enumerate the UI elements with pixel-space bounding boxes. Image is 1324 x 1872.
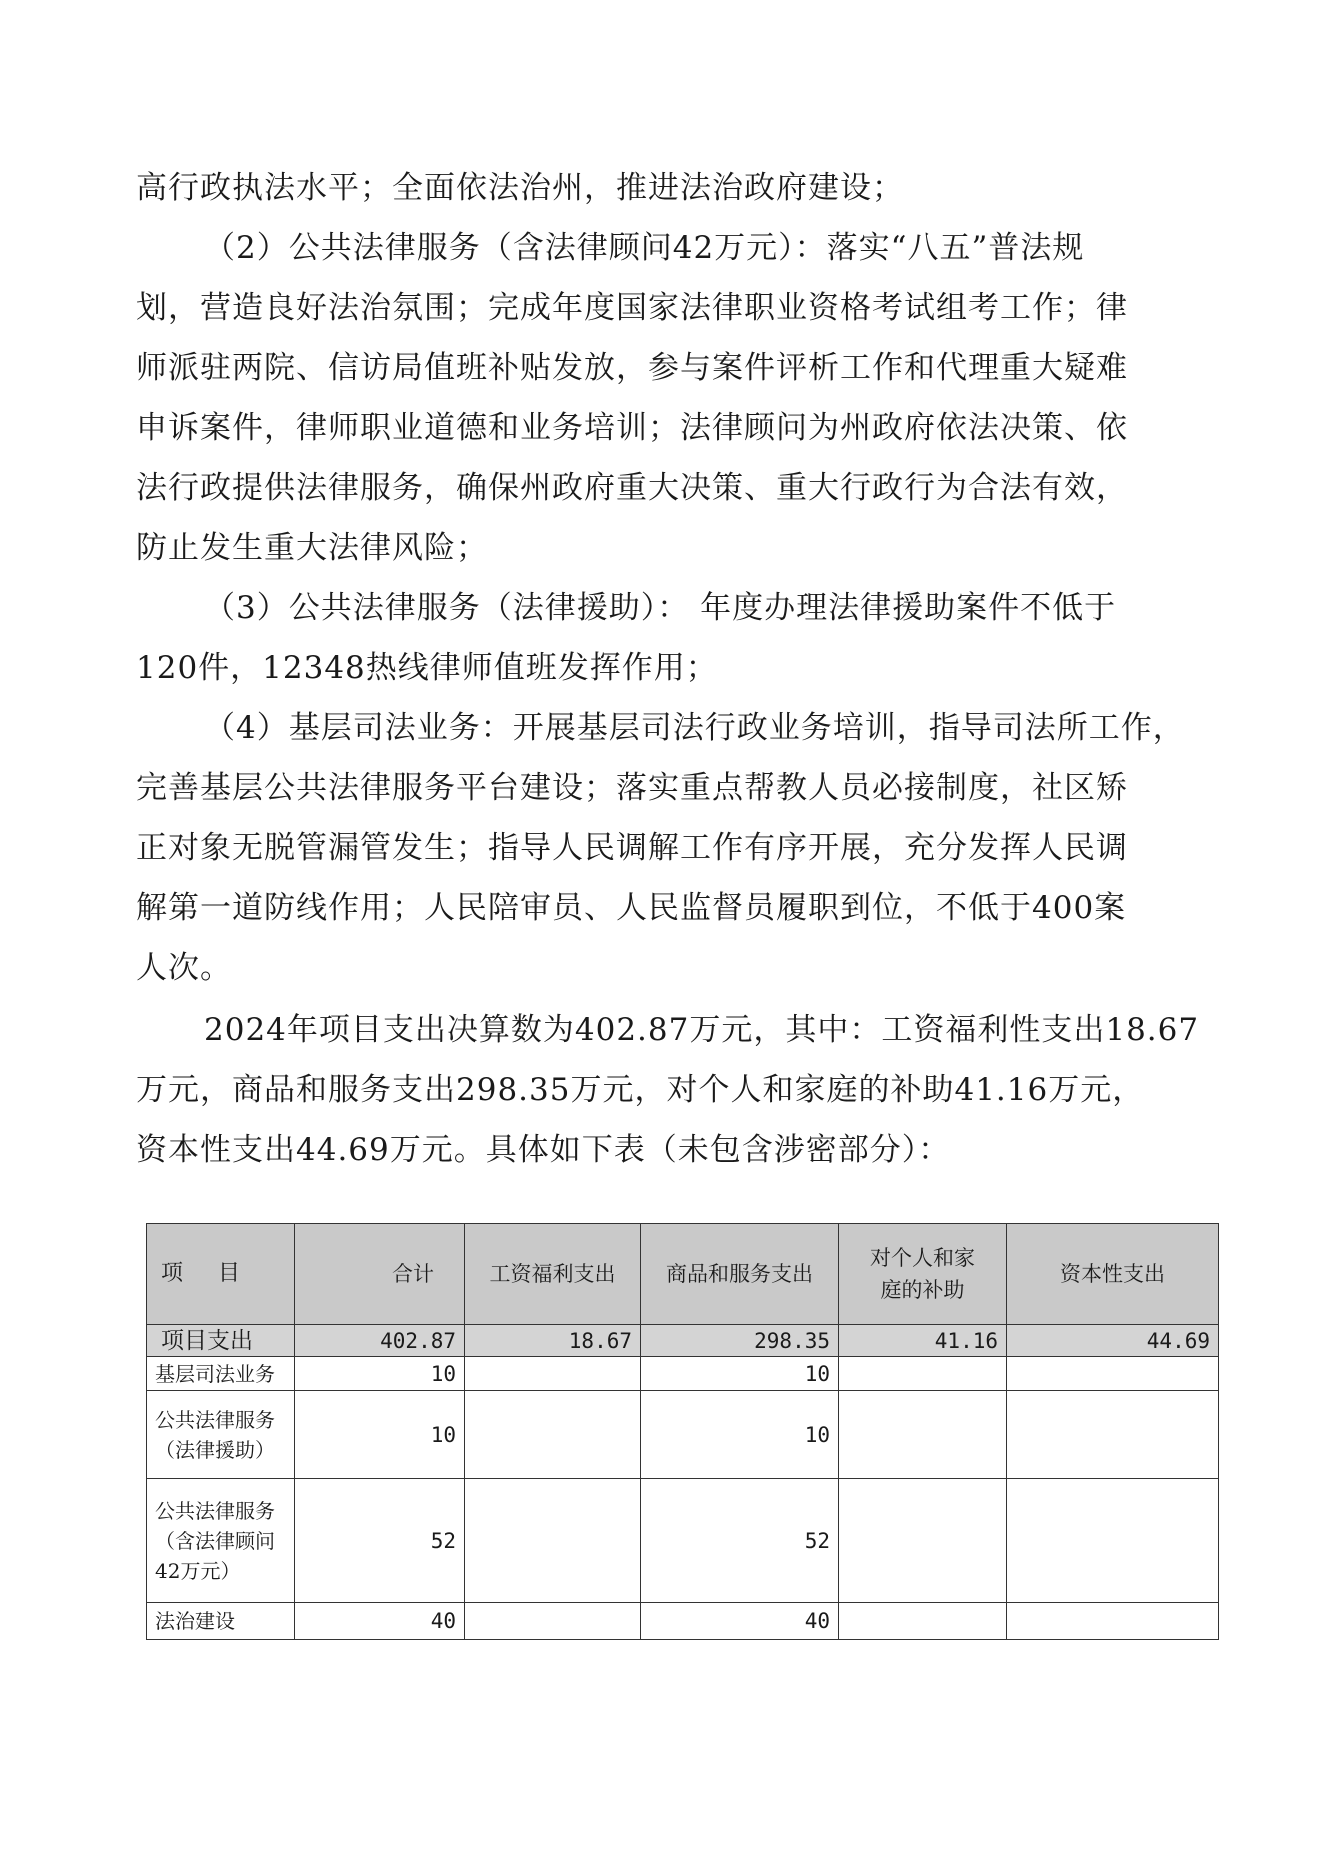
cell-capital — [1007, 1391, 1219, 1479]
header-subsidy — [839, 1224, 1007, 1325]
text-line: 高行政执法水平；全面依法治州，推进法治政府建设； — [136, 170, 904, 206]
cell-subsidy — [839, 1603, 1007, 1640]
header-subsidy-line: 庭的补助 — [880, 1278, 965, 1302]
cell-goods: 10 — [641, 1391, 839, 1479]
text-line: 划，营造良好法治氛围；完成年度国家法律职业资格考试组考工作；律 — [136, 290, 1128, 326]
cell-salary — [465, 1357, 641, 1391]
text-line: 2024年项目支出决算数为402.87万元，其中：工资福利性支出18.67 — [204, 1012, 1200, 1048]
table-row — [147, 1603, 1219, 1640]
header-salary: 工资福利支出 — [465, 1224, 641, 1325]
cell-subsidy — [839, 1357, 1007, 1391]
cell-total: 402.87 — [295, 1325, 465, 1357]
cell-goods: 40 — [641, 1603, 839, 1640]
cell-capital — [1007, 1603, 1219, 1640]
row-name-line: 42万元） — [155, 1558, 241, 1583]
table-header-row — [147, 1224, 1219, 1325]
table-row-total — [147, 1325, 1219, 1357]
cell-salary — [465, 1479, 641, 1603]
header-capital: 资本性支出 — [1007, 1224, 1219, 1325]
row-name: 项目支出 — [147, 1325, 295, 1357]
cell-salary — [465, 1603, 641, 1640]
text-line: 120件，12348热线律师值班发挥作用； — [136, 650, 718, 686]
text-line: 防止发生重大法律风险； — [136, 530, 488, 566]
header-goods-services: 商品和服务支出 — [641, 1224, 839, 1325]
cell-salary — [465, 1391, 641, 1479]
table-row — [147, 1479, 1219, 1603]
text-line: 正对象无脱管漏管发生；指导人民调解工作有序开展，充分发挥人民调 — [136, 830, 1128, 866]
paragraph-public-legal-service-counsel — [136, 218, 1194, 578]
table-row — [147, 1357, 1219, 1391]
cell-total: 40 — [295, 1603, 465, 1640]
cell-total: 10 — [295, 1391, 465, 1479]
text-line: 法行政提供法律服务，确保州政府重大决策、重大行政行为合法有效， — [136, 470, 1128, 506]
cell-goods: 52 — [641, 1479, 839, 1603]
row-name — [147, 1479, 295, 1603]
cell-subsidy — [839, 1479, 1007, 1603]
text-line: （4）基层司法业务：开展基层司法行政业务培训，指导司法所工作， — [204, 710, 1185, 746]
text-line: 万元，商品和服务支出298.35万元，对个人和家庭的补助41.16万元， — [136, 1072, 1145, 1108]
text-line: 师派驻两院、信访局值班补贴发放，参与案件评析工作和代理重大疑难 — [136, 350, 1128, 386]
cell-total: 52 — [295, 1479, 465, 1603]
text-line: （2）公共法律服务（含法律顾问42万元）：落实“八五”普法规 — [204, 230, 1085, 266]
table-row — [147, 1391, 1219, 1479]
text-line: 解第一道防线作用；人民陪审员、人民监督员履职到位，不低于400案 — [136, 890, 1127, 926]
text-line: （3）公共法律服务（法律援助）： 年度办理法律援助案件不低于 — [204, 590, 1117, 626]
cell-subsidy: 41.16 — [839, 1325, 1007, 1357]
text-line: 人次。 — [136, 950, 232, 986]
paragraph-expenditure-summary — [136, 1000, 1200, 1180]
paragraph-continuation — [136, 158, 1194, 218]
row-name-line: 公共法律服务 — [155, 1407, 275, 1432]
cell-goods: 298.35 — [641, 1325, 839, 1357]
text-line: 申诉案件，律师职业道德和业务培训；法律顾问为州政府依法决策、依 — [136, 410, 1128, 446]
cell-capital — [1007, 1357, 1219, 1391]
cell-capital — [1007, 1479, 1219, 1603]
cell-salary: 18.67 — [465, 1325, 641, 1357]
header-item: 项 目 — [147, 1224, 295, 1325]
row-name: 法治建设 — [147, 1603, 295, 1640]
paragraph-legal-aid — [136, 578, 1194, 698]
row-name — [147, 1391, 295, 1479]
project-expenditure-table — [146, 1223, 1219, 1640]
text-line: 资本性支出44.69万元。具体如下表（未包含涉密部分）： — [136, 1132, 951, 1168]
row-name-line: （含法律顾问 — [155, 1528, 275, 1553]
cell-subsidy — [839, 1391, 1007, 1479]
header-total: 合计 — [295, 1224, 465, 1325]
paragraph-grassroots-justice — [136, 698, 1194, 998]
header-subsidy-line: 对个人和家 — [870, 1246, 975, 1270]
row-name-line: 公共法律服务 — [155, 1498, 275, 1523]
cell-total: 10 — [295, 1357, 465, 1391]
row-name-line: （法律援助） — [155, 1437, 275, 1462]
cell-goods: 10 — [641, 1357, 839, 1391]
row-name: 基层司法业务 — [147, 1357, 295, 1391]
text-line: 完善基层公共法律服务平台建设；落实重点帮教人员必接制度，社区矫 — [136, 770, 1128, 806]
cell-capital: 44.69 — [1007, 1325, 1219, 1357]
